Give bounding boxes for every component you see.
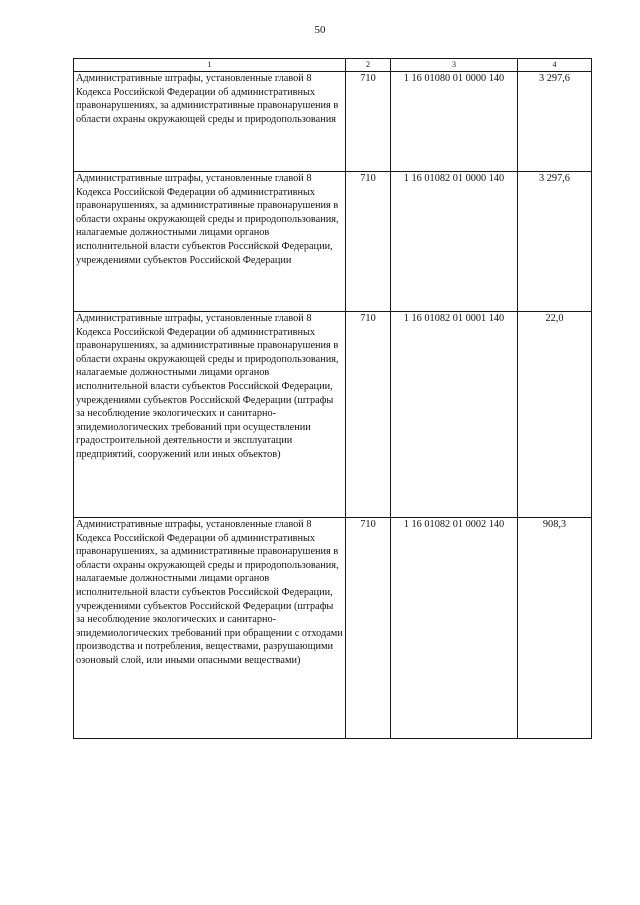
revenue-name-cell: Административные штрафы, установленные главой 8 Кодекса Российской Федерации об административных правонарушениях, за административные правонарушения в области охраны окружающей среды и природопользования, налагаемые должностными лицами органов исполнительной власти субъектов Российской Федерации, учреждениями субъектов Российской Федерации (штрафы за несоблюдение экологических и санитарно-эпидемиологических требований при осуществлении градостроительной деятельности и эксплуатации предприятий, сооружений или иных объектов): [74, 312, 346, 518]
revenue-name-cell: Административные штрафы, установленные главой 8 Кодекса Российской Федерации об административных правонарушениях, за административные правонарушения в области охраны окружающей среды и природопользования, налагаемые должностными лицами органов исполнительной власти субъектов Российской Федерации, учреждениями субъектов Российской Федерации: [74, 172, 346, 312]
column-number-4: 4: [518, 59, 592, 72]
admin-code-cell: 710: [346, 72, 391, 172]
budget-table: [73, 58, 592, 739]
admin-code-cell: 710: [346, 172, 391, 312]
budget-classification-code-cell: 1 16 01082 01 0001 140: [391, 312, 518, 518]
admin-code-cell: 710: [346, 312, 391, 518]
table-row: [74, 312, 592, 518]
column-number-3: 3: [391, 59, 518, 72]
column-number-1: 1: [74, 59, 346, 72]
revenue-name-cell: Административные штрафы, установленные главой 8 Кодекса Российской Федерации об административных правонарушениях, за административные правонарушения в области охраны окружающей среды и природопользования, налагаемые должностными лицами органов исполнительной власти субъектов Российской Федерации, учреждениями субъектов Российской Федерации (штрафы за несоблюдение экологических и санитарно-эпидемиологических требований при обращении с отходами производства и потребления, веществами, разрушающими озоновый слой, или иными опасными веществами): [74, 518, 346, 739]
table-row: [74, 72, 592, 172]
amount-cell: 3 297,6: [518, 72, 592, 172]
amount-cell: 3 297,6: [518, 172, 592, 312]
table-row: [74, 518, 592, 739]
column-number-2: 2: [346, 59, 391, 72]
table-body: [74, 72, 592, 739]
column-number-row: [74, 59, 592, 72]
page-number: 50: [314, 24, 326, 36]
budget-classification-code-cell: 1 16 01080 01 0000 140: [391, 72, 518, 172]
amount-cell: 908,3: [518, 518, 592, 739]
revenue-name-cell: Административные штрафы, установленные главой 8 Кодекса Российской Федерации об административных правонарушениях, за административные правонарушения в области охраны окружающей среды и природопользования: [74, 72, 346, 172]
budget-classification-code-cell: 1 16 01082 01 0002 140: [391, 518, 518, 739]
amount-cell: 22,0: [518, 312, 592, 518]
admin-code-cell: 710: [346, 518, 391, 739]
table-row: [74, 172, 592, 312]
budget-classification-code-cell: 1 16 01082 01 0000 140: [391, 172, 518, 312]
